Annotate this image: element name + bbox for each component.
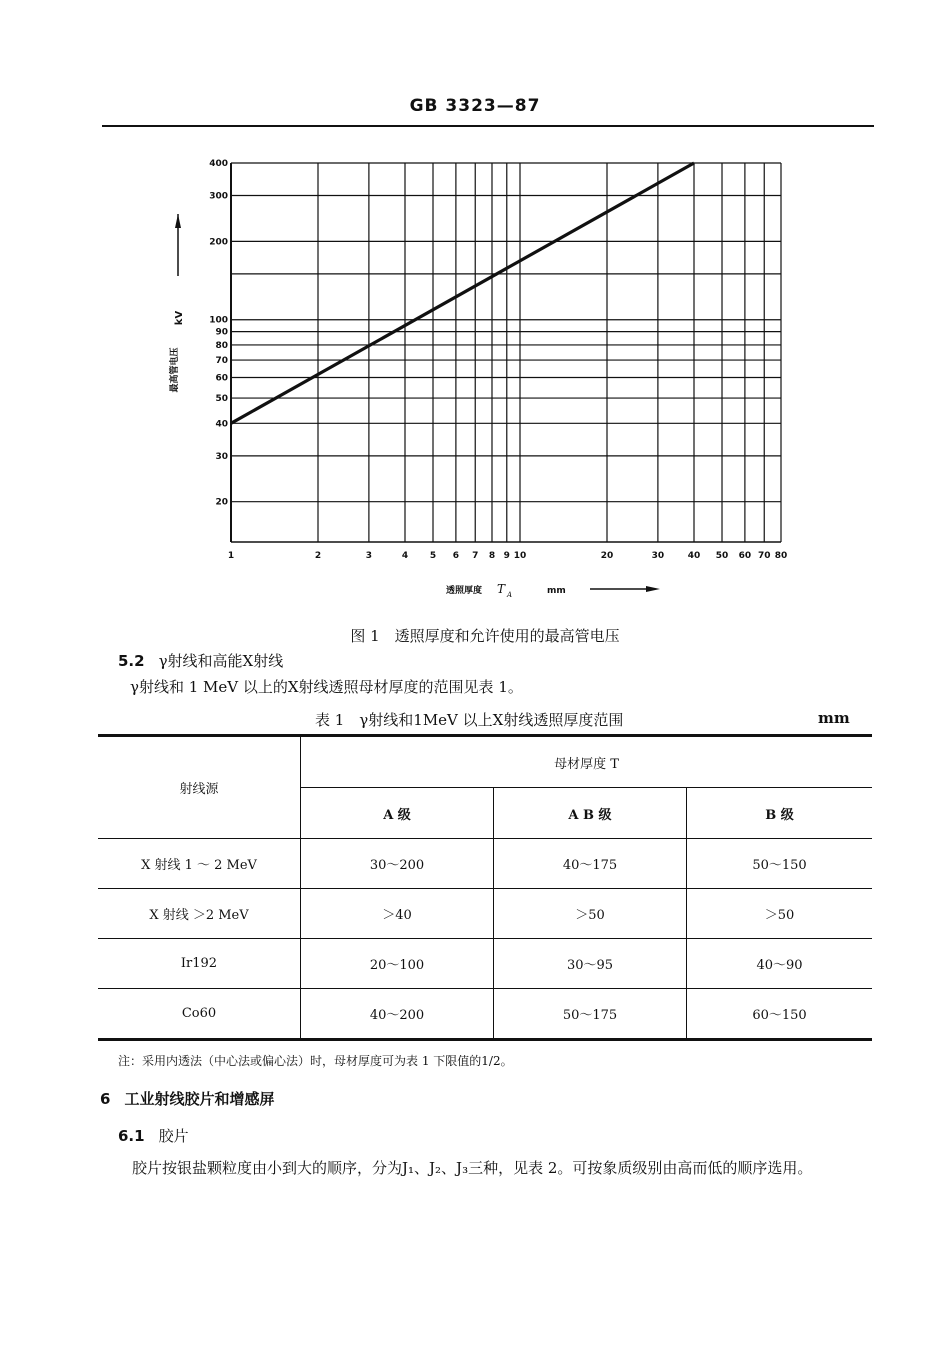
x-tick-label: 50 — [715, 551, 729, 561]
header-thickness: 母材厚度 T — [301, 736, 873, 788]
section-number: 6 — [100, 1090, 111, 1108]
header-grade-b: B 级 — [687, 788, 873, 839]
header-grade-ab: A B 级 — [494, 788, 687, 839]
x-axis-label: 透照厚度 — [446, 586, 483, 596]
figure-caption: 图 1 透照厚度和允许使用的最高管电压 — [350, 627, 620, 645]
x-tick-label: 80 — [774, 551, 788, 561]
section-6-1-text: 胶片按银盐颗粒度由小到大的顺序，分为J₁、J₂、J₃三种，见表 2。可按象质级别由高而低的顺序选用。 — [132, 1159, 813, 1177]
y-tick-label: 100 — [209, 315, 228, 326]
section-number: 6.1 — [118, 1127, 145, 1145]
x-tick-label: 30 — [651, 551, 665, 561]
y-axis-arrow-head — [175, 214, 181, 228]
y-axis-ticks — [209, 159, 228, 508]
chart-grid — [231, 163, 781, 542]
document-code: GB 3323—87 — [409, 96, 541, 116]
section-6-heading — [100, 1088, 274, 1109]
y-tick-label: 200 — [209, 237, 228, 248]
x-axis-ticks — [228, 551, 787, 561]
table-row — [98, 989, 872, 1040]
x-axis-unit: mm — [547, 586, 566, 596]
table-note: 注：采用内透法（中心法或偏心法）时，母材厚度可为表 1 下限值的1/2。 — [118, 1054, 513, 1068]
x-tick-label: 3 — [365, 551, 373, 561]
y-axis-unit: kV — [174, 310, 185, 326]
header-source: 射线源 — [98, 736, 301, 839]
header-grade-a: A 级 — [301, 788, 494, 839]
cell-source: X 射线 ＞2 MeV — [98, 889, 301, 939]
cell-grade-ab: 40～175 — [494, 839, 687, 889]
x-axis-symbol: T — [497, 582, 506, 596]
y-tick-label: 30 — [215, 451, 228, 462]
table-caption: 表 1 γ射线和1MeV 以上X射线透照厚度范围 — [315, 711, 624, 729]
x-tick-label: 8 — [488, 551, 496, 561]
y-tick-label: 400 — [209, 159, 228, 169]
x-tick-label: 60 — [738, 551, 752, 561]
series-line — [231, 163, 694, 423]
x-tick-label: 6 — [452, 551, 460, 561]
x-tick-label: 2 — [314, 551, 322, 561]
y-tick-label: 300 — [209, 191, 228, 202]
x-tick-label: 4 — [401, 551, 409, 561]
cell-grade-b: 40～90 — [687, 939, 873, 989]
cell-source: Ir192 — [98, 939, 301, 989]
y-tick-label: 60 — [215, 373, 228, 384]
chart-series — [231, 163, 694, 423]
section-title: γ射线和高能X射线 — [158, 652, 284, 670]
table-row — [98, 939, 872, 989]
section-5-2-text: γ射线和 1 MeV 以上的X射线透照母材厚度的范围见表 1。 — [130, 678, 523, 696]
cell-grade-b: ＞50 — [687, 889, 873, 939]
y-axis-label: 最高管电压 — [170, 347, 180, 393]
x-tick-label: 70 — [757, 551, 771, 561]
chart-frame — [231, 163, 781, 542]
x-tick-label: 20 — [600, 551, 614, 561]
x-tick-label: 7 — [472, 551, 479, 561]
y-tick-label: 70 — [215, 356, 228, 367]
y-tick-label: 20 — [215, 497, 228, 508]
y-tick-label: 40 — [215, 419, 228, 430]
y-tick-label: 90 — [215, 327, 228, 338]
x-tick-label: 40 — [687, 551, 701, 561]
x-tick-label: 9 — [503, 551, 510, 561]
voltage-thickness-chart — [0, 0, 950, 620]
x-axis-symbol-subscript: A — [507, 591, 513, 599]
x-tick-label: 5 — [429, 551, 437, 561]
x-tick-label: 1 — [227, 551, 235, 561]
cell-source: Co60 — [98, 989, 301, 1040]
cell-grade-a: ＞40 — [301, 889, 494, 939]
section-5-2-heading — [118, 650, 283, 671]
x-axis-arrow-head — [646, 586, 660, 592]
cell-grade-ab: 50～175 — [494, 989, 687, 1040]
table-unit: mm — [818, 709, 850, 727]
section-number: 5.2 — [118, 652, 145, 670]
table-row — [98, 839, 872, 889]
cell-grade-ab: ＞50 — [494, 889, 687, 939]
section-title: 工业射线胶片和增感屏 — [124, 1090, 275, 1108]
cell-grade-a: 30～200 — [301, 839, 494, 889]
section-6-1-heading — [118, 1125, 189, 1146]
cell-grade-b: 60～150 — [687, 989, 873, 1040]
cell-grade-ab: 30～95 — [494, 939, 687, 989]
table-row — [98, 889, 872, 939]
cell-grade-a: 20～100 — [301, 939, 494, 989]
thickness-range-table — [98, 734, 872, 1041]
y-tick-label: 80 — [215, 340, 228, 351]
x-tick-label: 10 — [513, 551, 527, 561]
y-tick-label: 50 — [215, 394, 228, 405]
cell-grade-a: 40～200 — [301, 989, 494, 1040]
cell-grade-b: 50～150 — [687, 839, 873, 889]
section-title: 胶片 — [158, 1127, 189, 1145]
cell-source: X 射线 1 ～ 2 MeV — [98, 839, 301, 889]
